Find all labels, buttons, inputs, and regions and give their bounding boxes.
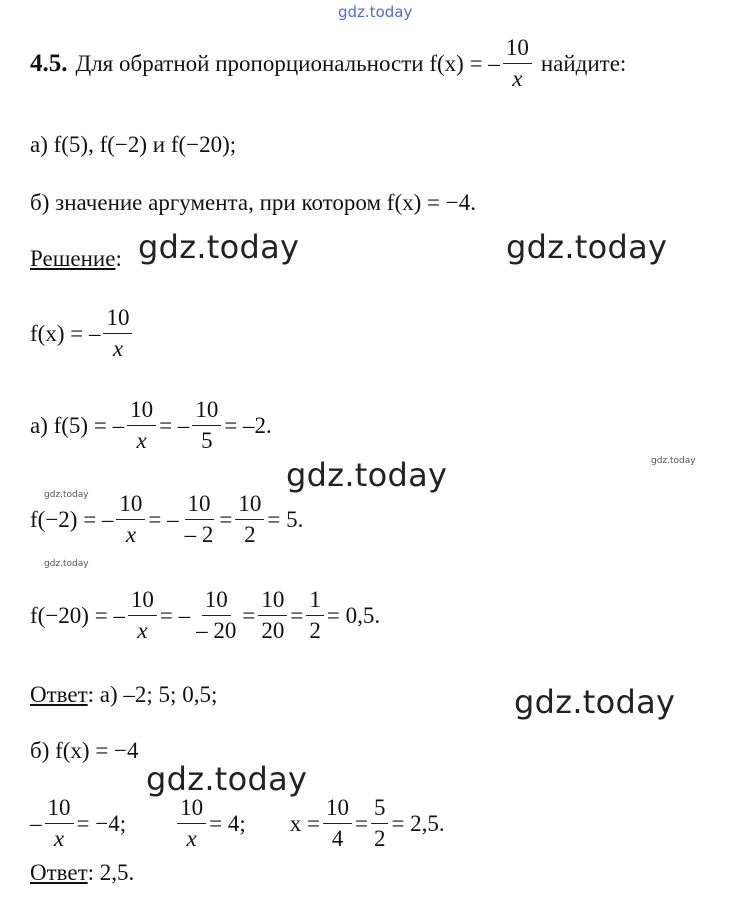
problem-part-a — [30, 132, 236, 158]
watermark-big: gdz.today — [286, 456, 448, 494]
part-b-text: б) значение аргумента, при котором f(x) = −4. — [30, 190, 476, 215]
fm20-frac4 — [306, 588, 324, 643]
fraction-denominator: x — [186, 826, 197, 852]
watermark-small: gdz.today — [651, 456, 696, 466]
fraction-numerator: 1 — [306, 588, 324, 616]
solution-heading-text: Решение — [30, 246, 116, 271]
fm2-result: = 5. — [267, 506, 304, 532]
fx-fraction — [103, 306, 132, 361]
fraction-denominator: x — [112, 336, 124, 362]
watermark-big: gdz.today — [138, 228, 300, 266]
solution-heading-colon: : — [115, 246, 122, 271]
fraction-numerator: 10 — [323, 796, 352, 824]
b-frac1 — [45, 796, 74, 851]
watermark-big: gdz.today — [514, 683, 676, 721]
part-b-line: б) f(x) = −4 — [30, 738, 139, 763]
b-frac2 — [177, 796, 206, 851]
b-frac4 — [371, 796, 389, 851]
part-a-text: а) f(5), f(−2) и f(−20); — [30, 132, 237, 157]
solution-f-minus-2 — [30, 492, 303, 547]
fm2-frac3 — [235, 492, 264, 547]
problem-text-before: Для обратной пропорциональности f(x) = – — [75, 50, 500, 76]
watermark-big: gdz.today — [146, 760, 308, 798]
f5-frac1 — [127, 398, 156, 453]
fm2-frac2 — [182, 492, 217, 547]
fraction-numerator: 10 — [45, 796, 74, 824]
fm20-result: = 0,5. — [326, 602, 381, 628]
fm20-eq1: = – — [159, 602, 191, 628]
answer-label: Ответ — [30, 860, 88, 885]
fraction-denominator: 2 — [244, 522, 256, 548]
f5-result: = –2. — [224, 412, 272, 438]
fraction-numerator: 10 — [185, 492, 214, 520]
fraction-denominator: 20 — [261, 618, 285, 644]
fraction-denominator: 2 — [373, 826, 386, 852]
f5-eq1: = – — [159, 412, 190, 438]
fm2-eq1: = – — [148, 506, 179, 532]
answer-b-text: : 2,5. — [87, 860, 135, 885]
fraction-numerator: 10 — [116, 492, 145, 520]
b-eq: = — [354, 810, 368, 836]
fraction-denominator: x — [125, 522, 137, 548]
part-b-heading — [30, 738, 139, 764]
fm20-eq3: = — [290, 602, 304, 628]
fm2-lhs: f(−2) = – — [30, 506, 114, 532]
function-definition — [30, 306, 135, 361]
fraction-numerator: 10 — [503, 36, 532, 64]
solution-f5 — [30, 398, 272, 453]
fm2-frac1 — [116, 492, 145, 547]
problem-part-b — [30, 190, 476, 216]
fraction-denominator: x — [136, 428, 147, 454]
fraction-denominator: 5 — [201, 428, 213, 454]
fm20-frac3 — [258, 588, 287, 643]
problem-number: 4.5. — [30, 49, 68, 77]
fraction-numerator: 10 — [258, 588, 287, 616]
fraction-denominator: – 2 — [184, 522, 214, 548]
answer-a — [30, 682, 217, 708]
fm20-lhs: f(−20) = – — [30, 602, 125, 628]
problem-fraction — [503, 36, 532, 91]
f5-frac2 — [192, 398, 221, 453]
fraction-numerator: 10 — [235, 492, 264, 520]
watermark-top: gdz.today — [338, 3, 413, 21]
fraction-numerator: 10 — [128, 588, 157, 616]
watermark-small: gdz.today — [44, 559, 89, 569]
part-b-solution — [30, 796, 445, 851]
fm2-eq2: = — [219, 506, 233, 532]
fraction-numerator: 10 — [127, 398, 156, 426]
fx-lhs: f(x) = – — [30, 320, 101, 346]
answer-a-text: : а) –2; 5; 0,5; — [87, 682, 218, 707]
fm20-eq2: = — [242, 602, 256, 628]
b-x-eq: x = — [289, 810, 320, 836]
fraction-numerator: 10 — [177, 796, 206, 824]
fraction-denominator: 2 — [309, 618, 321, 644]
b-minus: – — [30, 810, 42, 836]
b-result2: = 4; — [209, 810, 246, 836]
answer-b — [30, 860, 134, 886]
fraction-numerator: 10 — [192, 398, 221, 426]
solution-f-minus-20 — [30, 588, 380, 643]
b-result3: = 2,5. — [391, 810, 445, 836]
watermark-big: gdz.today — [506, 228, 668, 266]
fraction-numerator: 5 — [371, 796, 389, 824]
fraction-denominator: 4 — [331, 826, 344, 852]
f5-lhs: а) f(5) = – — [30, 412, 125, 438]
fraction-denominator: x — [137, 618, 148, 644]
fm20-frac1 — [128, 588, 157, 643]
b-frac3 — [323, 796, 352, 851]
fraction-numerator: 10 — [103, 306, 132, 334]
problem-statement — [30, 36, 626, 91]
fraction-denominator: – 20 — [196, 618, 237, 644]
answer-label: Ответ — [30, 682, 88, 707]
fraction-denominator: x — [512, 66, 523, 92]
fraction-denominator: x — [53, 826, 65, 852]
fraction-numerator: 10 — [202, 588, 231, 616]
solution-heading — [30, 246, 122, 272]
fm20-frac2 — [193, 588, 239, 643]
b-result1: = −4; — [76, 810, 127, 836]
watermark-small: gdz.today — [44, 490, 89, 500]
problem-text-after: найдите: — [540, 50, 627, 76]
